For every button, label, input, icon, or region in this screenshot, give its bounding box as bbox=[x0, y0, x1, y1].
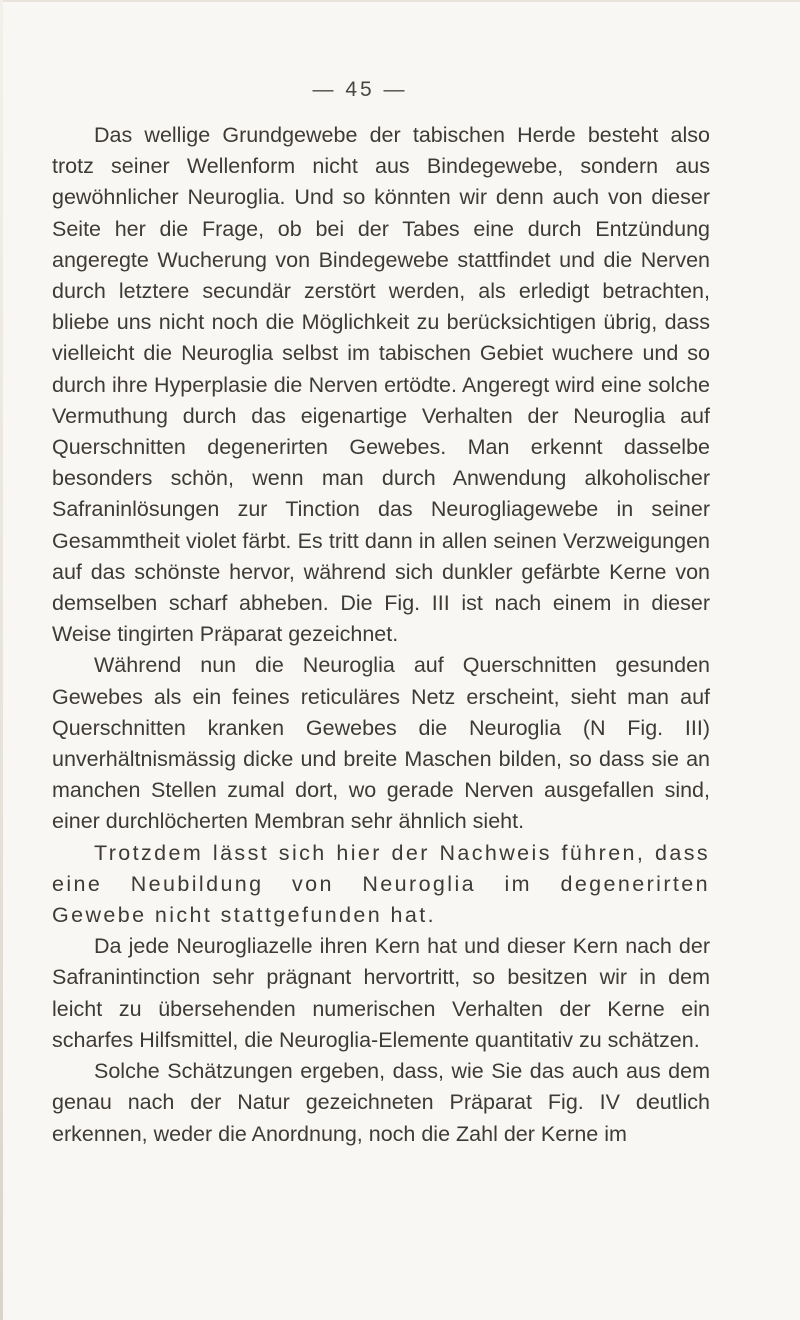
paragraph-2: Während nun die Neuroglia auf Querschnitten gesunden Gewebes als ein feines reticuläres Netz erscheint, sieht man auf Querschnitten kranken Gewebes die Neuroglia (N Fig. III) unverhältnismässig dicke und breite Maschen bilden, so dass sie an manchen Stellen zumal dort, wo gerade Nerven ausgefallen sind, einer durchlöcherten Membran sehr ähnlich sieht. bbox=[52, 653, 710, 834]
paragraph-1: Das wellige Grundgewebe der tabischen Herde besteht also trotz seiner Wellenform nicht aus Bindegewebe, sondern aus gewöhnlicher Neuroglia. Und so könnten wir denn auch von dieser Seite her die Frage, ob bei der Tabes eine durch Entzündung angeregte Wucherung von Bindegewebe stattfindet und die Nerven durch letztere secundär zerstört werden, als erledigt betrachten, bliebe uns nicht noch die Möglichkeit zu berücksichtigen übrig, dass vielleicht die Neuroglia selbst im tabischen Gebiet wuchere und so durch ihre Hyperplasie die Nerven ertödte. Angeregt wird eine solche Vermuthung durch das eigenartige Verhalten der Neuroglia auf Querschnitten degenerirten Gewebes. Man erkennt dasselbe besonders schön, wenn man durch Anwendung alkoholischer Safraninlösungen zur Tinction das Neurogliagewebe in seiner Gesammtheit violet färbt. Es tritt dann in allen seinen Verzweigungen auf das schönste hervor, während sich dunkler gefärbte Kerne von demselben scharf abheben. Die Fig. III ist nach einem in dieser Weise tingirten Präparat gezeichnet. bbox=[52, 123, 710, 647]
scan-edge-left bbox=[0, 0, 3, 1320]
paragraph-4: Da jede Neurogliazelle ihren Kern hat und dieser Kern nach der Safranintinction sehr prägnant hervortritt, so besitzen wir in dem leicht zu übersehenden numerischen Verhalten der Kerne ein scharfes Hilfsmittel, die Neuroglia-Elemente quantitativ zu schätzen. bbox=[52, 934, 710, 1052]
scan-edge-top bbox=[0, 0, 800, 2]
paragraph-3: Trotzdem lässt sich hier der Nachweis führen, dass eine Neubildung von Neuroglia im degenerirten Gewebe nicht stattgefunden hat. bbox=[52, 840, 710, 928]
body-text bbox=[52, 120, 710, 1150]
paragraph-5: Solche Schätzungen ergeben, dass, wie Sie das auch aus dem genau nach der Natur gezeichneten Präparat Fig. IV deutlich erkennen, weder die Anordnung, noch die Zahl der Kerne im bbox=[52, 1059, 710, 1146]
page-number: — 45 — bbox=[312, 78, 408, 101]
